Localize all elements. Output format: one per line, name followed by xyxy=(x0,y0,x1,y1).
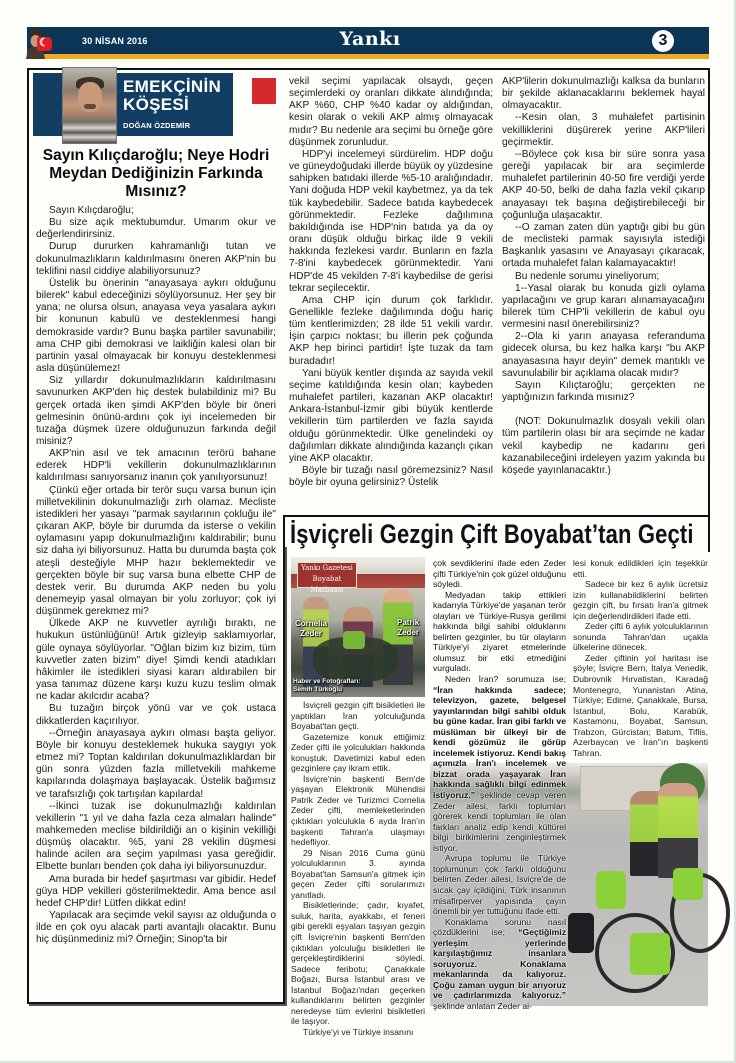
column-title-line1: EMEKÇİNİN xyxy=(123,77,222,96)
shop-sign xyxy=(297,562,357,594)
issue-date: 30 NİSAN 2016 xyxy=(82,36,148,46)
quote-intro: Konaklama sorunu nasıl çözdüklerini ise; xyxy=(433,916,566,938)
quote-after: şeklinde cevap veren Zeder ailesi, farklı toplumları görerek kendi toplumları ile olan farkları analiz edip kendi kültürel bilgi birikimlerini zenginleştirmek istiyor. xyxy=(433,790,566,853)
paragraph: HDP'yi incelemeyi sürdürelim. HDP doğu ve güneydoğudaki illerde büyük oy yüzdesine sahipken batıdaki illerde %5-10 aralığındadır. Yani doğuda HDP vekil kaybetmez, ya da tek tük kaybedebilir. Sadece batıda kaybedecek görünmektedir. Fezleke dağılımına bakıldığında ise HDP'nin batıda ya da oy oranı düşük olduğu birkaç ilde 9 vekili hakkında fezlekesi vardır. Bunların en fazla 7-8'ini kaybedecek görünmektedir. Yani HDP'de 45 vekilden 7-8'i kaybedilse de gerisi tekrar seçilecektir. xyxy=(289,148,493,294)
paragraph: Böyle bir tuzağı nasıl göremezsiniz? Nasıl böyle bir oyuna gelirsiniz? Üstelik xyxy=(289,465,493,489)
paragraph: Siz yıllardır dokunulmazlıkların kaldırılmasını savunurken AKP'den hiç destek bulabildiniz mi? Bu gerçek ortada iken şimdi AKP'den böyle bir öneri gelmesinin önünü-ardını çok iyi incelemeden bir tuzağa düşmek üzere olduğunuzun farkında değil misiniz? xyxy=(36,375,276,447)
article-column-2 xyxy=(289,76,493,489)
article-column-1 xyxy=(36,205,276,947)
paragraph: Sayın Kılıçdaroğlu; xyxy=(49,205,134,216)
article2-photo-group xyxy=(291,557,425,697)
paragraph: Yapılacak ara seçimde vekil sayısı az olduğunda o ilde en çok oyu alacak parti avantajlı olacaktır. Bunu hiç düşünmediniz mi? Örneğin; Sinop'ta bir xyxy=(36,910,276,946)
paragraph: Yani büyük kentler dışında az sayıda vekil seçime katıldığında kesin olan; kaybeden muhalefet partileri, kazanan AKP olacaktır! Ankara-İstanbul-İzmir gibi büyük kentlerde vekillerin tüm partilerden ve fazla sayıda olduğu görünmektedir. Ülke genelindeki oy dağılımları dikkate alındığında kazançlı çıkan yine AKP olacaktır. xyxy=(289,367,493,464)
page-number-badge: 3 xyxy=(652,30,674,52)
quote-after: şeklinde anlatan Zeder ai- xyxy=(433,1000,532,1011)
sign-line2: Boyabat Matbaası xyxy=(310,575,344,594)
paragraph: --Örneğin anayasaya aykırı olması başta geliyor. Böyle bir konuyu desteklemek hukuka saygıyı yok etmez mi? Toptan kaldırılan dokunulmazlıklardan bir gün sonra yüzden fazla milletvekili mahkeme kapılarında dolaşmaya başlayacak. Üstelik bağımsız ve tarafsızlığı çok tartışılan kapılarda! xyxy=(36,727,276,800)
newspaper-name: Yankı xyxy=(339,28,401,50)
author-name: DOĞAN ÖZDEMİR xyxy=(123,121,191,130)
lodging-quote: “Geçtiğimiz yerleşim yerlerinde karşılaştığımız insanlara soruyoruz. Konaklama mekanlarında da kalıyoruz. Çoğu zaman uygun bir arıyoruz ve çadırlarımızda kalıyoruz.” xyxy=(433,927,566,1001)
photo-credit: Haber ve Fotoğrafları: Semih Türkoğlu xyxy=(293,678,361,693)
article2-headline: İşviçreli Gezgin Çift Boyabat’tan Geçti xyxy=(290,519,694,549)
quote-intro: Neden İran? sorumuza ise; xyxy=(445,674,566,685)
article-headline: Sayın Kılıçdaroğlu; Neye Hodri Meydan Dediğinizin Farkında Mısınız? xyxy=(42,147,270,200)
paragraph: İsviçreli gezgin çift bisikletleri ile yaptıkları İran yolculuğunda Boyabat'tan geçti. xyxy=(291,700,425,732)
paragraph: Gazetemize konuk ettiğimiz Zeder çifti ile yolculukları hakkında konuştuk. Davetimizi kabul eden gezginlere çay ikram ettik. xyxy=(291,731,425,774)
paragraph xyxy=(433,674,566,853)
paragraph: Zeder çifti 6 aylık yolculuklarının sonunda Tahran'dan uçakla ülkelerine dönecek. xyxy=(573,621,708,653)
masthead-stripe xyxy=(27,54,709,59)
paragraph: Üstelik bu önerinin "anayasaya aykırı olduğunu bilerek" kabul edeceğinizi söylüyorsunuz. Her şey bir yana; ne olursa olsun, anayasa veya yasalara aykırı bir konunun kabulü ve desteklenmesi hangi demokraside vardır? Bunu başka partiler savunabilir; ama CHP gibi demokrasi ve laikliğin kalesi olan bir partinin yasal olmayacak bir konuyu desteklenmesi asla düşünülemez! xyxy=(36,277,276,375)
paragraph: vekil seçimi yapılacak olsaydı, geçen seçimlerdeki oy oranları dikkate alındığında; AKP %60, CHP %40 kadar oy aldığından, kesin olarak o vekili AKP almış olmayacak mıdır? Bu nedenle ara seçimi bu örneğe göre düşünmek zorunludur. xyxy=(289,76,493,148)
paragraph: Durup dururken kahramanlığı tutan ve dokunulmazlıkların kaldırılmasını öneren AKP'nin bu teklifini nasıl ciddiye alabiliyorsunuz? xyxy=(36,241,276,277)
article2-column-2 xyxy=(433,558,566,1012)
sign-line1: Yankı Gazetesi xyxy=(301,564,353,572)
photo-label-cornelia: Cornelia Zeder xyxy=(295,619,328,638)
paragraph: Sayın Kılıçtaroğlu; gerçekten ne yaptığınızın farkında mısınız? xyxy=(502,379,705,404)
paragraph: Ama burada bir hedef şaşırtması var gibidir. Hedef güya HDP vekilleri gösterilmektedir. Ama bence asıl hedef CHP'dir! Lütfen dikkat edin! xyxy=(36,873,276,909)
column-title-line2: KÖŞESİ xyxy=(123,95,190,114)
paragraph: lesi konuk edildikleri için teşekkür etti. xyxy=(573,558,708,579)
paragraph: 1--Yasal olarak bu konuda gizli oylama yapılacağını ve grup kararı alınamayacağını bilerek tüm CHP'li vekillerin de kabul oyu vermesini nasıl önerebilirsiniz? xyxy=(502,282,705,331)
article2-column-1 xyxy=(291,700,425,1038)
paragraph: Bisikletlerinde; çadır, kıyafet, suluk, harita, ayakkabı, el feneri gibi gerekli eşyaları taşıyan gezgin çift İsviçre'nin başkenti Bern'den çıktıkları yolculuğu bisikletleri ile gerçekleştirdiklerini söyledi. Sadece feribotu; Çanakkale Boğazı, Bursa İstanbul arası ve İstanbul Boğazı'ndan geçerken kullandıklarını belirten gezginler neredeyse tüm evlerini bisikletleri ile taşıyor. xyxy=(291,900,425,1027)
note-paragraph: (NOT: Dokunulmazlık dosyalı vekili olan tüm partilerin olası bir ara seçimde ne kadar vekil kaybedip ne kadarını geri kazanabileceğini irdeleyen yazım yakında bu köşede yayınlanacaktır.) xyxy=(502,416,705,476)
paragraph: İsviçre'nin başkenti Bern'de yaşayan Elektronik Mühendisi Patrik Zeder ve Turizmci Cornelia Zeder çifti, memleketlerinden çıktıkları yolculukla 6 ayda İran'ın başkenti Tahran'a ulaşmayı hedefliyor. xyxy=(291,773,425,848)
column-accent-block xyxy=(252,78,276,104)
paragraph: --O zaman zaten dün yaptığı gibi bu gün de meclisteki parmak sayısıyla istediği Başkanlık yasasını ve Anayasayı çıkaracak, ortada muhalefet falan kalamayacaktır! xyxy=(502,221,705,270)
article2-column-3 xyxy=(573,558,708,758)
crescent-star-icon: ☾ xyxy=(39,37,49,49)
author-photo xyxy=(62,67,117,144)
paragraph: Ama CHP için durum çok farklıdır. Genellikle fezleke dağılımında doğu hariç tüm kentlerimizden; 28 ilde 51 vekili vardır. İşin çarpıcı noktası; bu illerin pek çoğunda AKP hep birinci partidir! İşte tuzak da tam buradadır! xyxy=(289,294,493,367)
article-column-3 xyxy=(502,76,705,477)
paragraph: Çünkü eğer ortada bir terör suçu varsa bunun için milletvekilinin dokunulmazlığı zırh olamaz. Mecliste istedikleri her yasayı "parmak sayılarının çokluğu ile" çıkaran AKP, böyle bir durumda da isterse o vekilin oylamasını yapıp dokunulmazlığını kaldırabilir; bunu siz daha iyi biliyorsunuz. Hatta bu durumda başta çok ateşli desteğiyle MHP hazır beklemektedir ve gerçekten böyle bir suç varsa buna elbette CHP de destek verir. Bu durumda AKP neden bu yolu denemeyip yasal olmayan bir yolu zorluyor; çok iyi düşünmek gerekmez mi? xyxy=(36,484,276,618)
photo-label-patrik: Patrik Zeder xyxy=(397,618,420,637)
paragraph: Bu tuzağın birçok yönü var ve çok ustaca dikkatlerden kaçırılıyor. xyxy=(36,703,276,727)
paragraph: Ülkede AKP ne kuvvetler ayrılığı bıraktı, ne hukukun üstünlüğünü! Artık gizleyip saklamıyorlar, güle oynaya söylüyorlar. "Oğlan bizim kız bizim, tüm kuvvetler zaten bizim" diye! Şimdi kendi atadıkları hâkimler ile istedikleri siyasi kararı aldırabilen bir yasa tanımaz düzene karşı kuzu kuzu teslim olmak ne kadar akılcıdır acaba? xyxy=(36,618,276,703)
article2-frame-right xyxy=(708,515,710,552)
iran-quote: “İran hakkında sadece; televizyon, gazete, belgesel yayınlarından bilgi sahibi olduk bu güne kadar. İran gibi farklı ve müslüman bir ülkeyi bir de kendi gözümüz ile görüp incelemek istiyoruz. Kendi bakış açımızla İran'ı incelemek ve bizzat orada yaşayarak İran hakkında sağlıklı bilgi edinmek istiyoruz.” xyxy=(433,684,566,801)
paragraph: çok sevdiklerini ifade eden Zeder çifti Türkiye'nin çok güzel olduğunu söyledi. xyxy=(433,558,566,590)
paragraph: Sadece bir kez 6 aylık ücretsiz izin kullanabildiklerini belirten gezgin çift, bu fırsatı İran'a gitmek için değerlendirdikleri ifade etti. xyxy=(573,579,708,621)
paragraph: Bu size açık mektubumdur. Umarım okur ve değerlendirirsiniz. xyxy=(36,217,276,241)
paragraph: AKP'lilerin dokunulmazlığı kalksa da bunların bir şekilde aklanacaklarını beklemek hayal olmayacaktır. xyxy=(502,76,705,112)
paragraph: Zeder çiftinin yol haritası ise şöyle; İsviçre Bern, İtalya Venedik, Dubrovnik Hırvatistan, Karadağ Montenegro, Yunanistan Atina, Türkiye; Edirne, Çanakkale, Bursa, İstanbul, Bolu, Karabük, Kastamonu, Boyabat, Samsun, Trabzon, Gürcistan; Batum, Tiflis, Azerbaycan ve İran''ın başkenti Tahran. xyxy=(573,652,708,758)
paragraph: 2--Ola ki yarın anayasa referanduma gidecek olursa, bu kez halka karşı "bu AKP anayasasına hayır deyin" demek mantıklı ve savunulabilir bir açıklama olacak mıdır? xyxy=(502,331,705,379)
paragraph: AKP'nin asıl ve tek amacının terörü bahane ederek HDP'li vekillerin dokunulmazlıklarının kaldırılması sanıyorsanız inanın çok yanılıyorsunuz! xyxy=(36,448,276,484)
paragraph xyxy=(433,917,566,1012)
paragraph: 29 Nisan 2016 Cuma günü yolculuklarının 3. ayında Boyabat'tan Samsun'a gitmek için geçen Zeder çifti sorularımızı yanıtladı. xyxy=(291,847,425,900)
paragraph: Bu nedenle sorumu yineliyorum; xyxy=(515,270,660,282)
paragraph: --Kesin olan, 3 muhalefet partisinin vekilliklerini düşürerek yerine AKP'lileri geçirmektir. xyxy=(502,112,705,148)
paragraph: Avrupa toplumu ile Türkiye toplumunun çok farklı olduğunu belirten Zeder ailesi, İsviçre'de de sıcak çay içildiğini, Türk insanının misafirperver yapısında çayın önemli bir yer tuttuğunu ifade etti. xyxy=(433,853,566,917)
paragraph: Türkiye'yi ve Türkiye insanını xyxy=(303,1026,414,1037)
paragraph xyxy=(502,404,705,416)
paragraph: --İkinci tuzak ise dokunulmazlığı kaldırılan vekillerin "1 yıl ve daha fazla ceza almaları halinde" mahkemeden meclise bildirildiği an o kişinin vekilliği düşmüş olacaktır. %5, yani 28 vekilin düşmesi halinde acilen ara seçim yapılması yasa gereğidir. Elbette bunları benden çok daha iyi biliyorsunuzdur. xyxy=(36,800,276,873)
paragraph: --Böylece çok kısa bir süre sonra yasa gereği yapılacak bir ara seçimlerde muhalefet partilerinin 40-50 fire verdiği yerde AKP 40-50, belki de daha fazla vekil çıkarıp anayasayı tek başına değiştirebileceği bir çoğunluğa ulaşacaktır. xyxy=(502,148,705,221)
paragraph: Medyadan takip ettikleri kadarıyla Türkiye'de yaşanan terör olayları ve Türkiye-Rusya gerilimi hakkında bilgi sahibi olduklarını belirten gezginler, bu tür olayların Türkiye'yi ziyaret etmelerinde olumsuz bir etki etmediğini vurguladı. xyxy=(433,589,566,674)
